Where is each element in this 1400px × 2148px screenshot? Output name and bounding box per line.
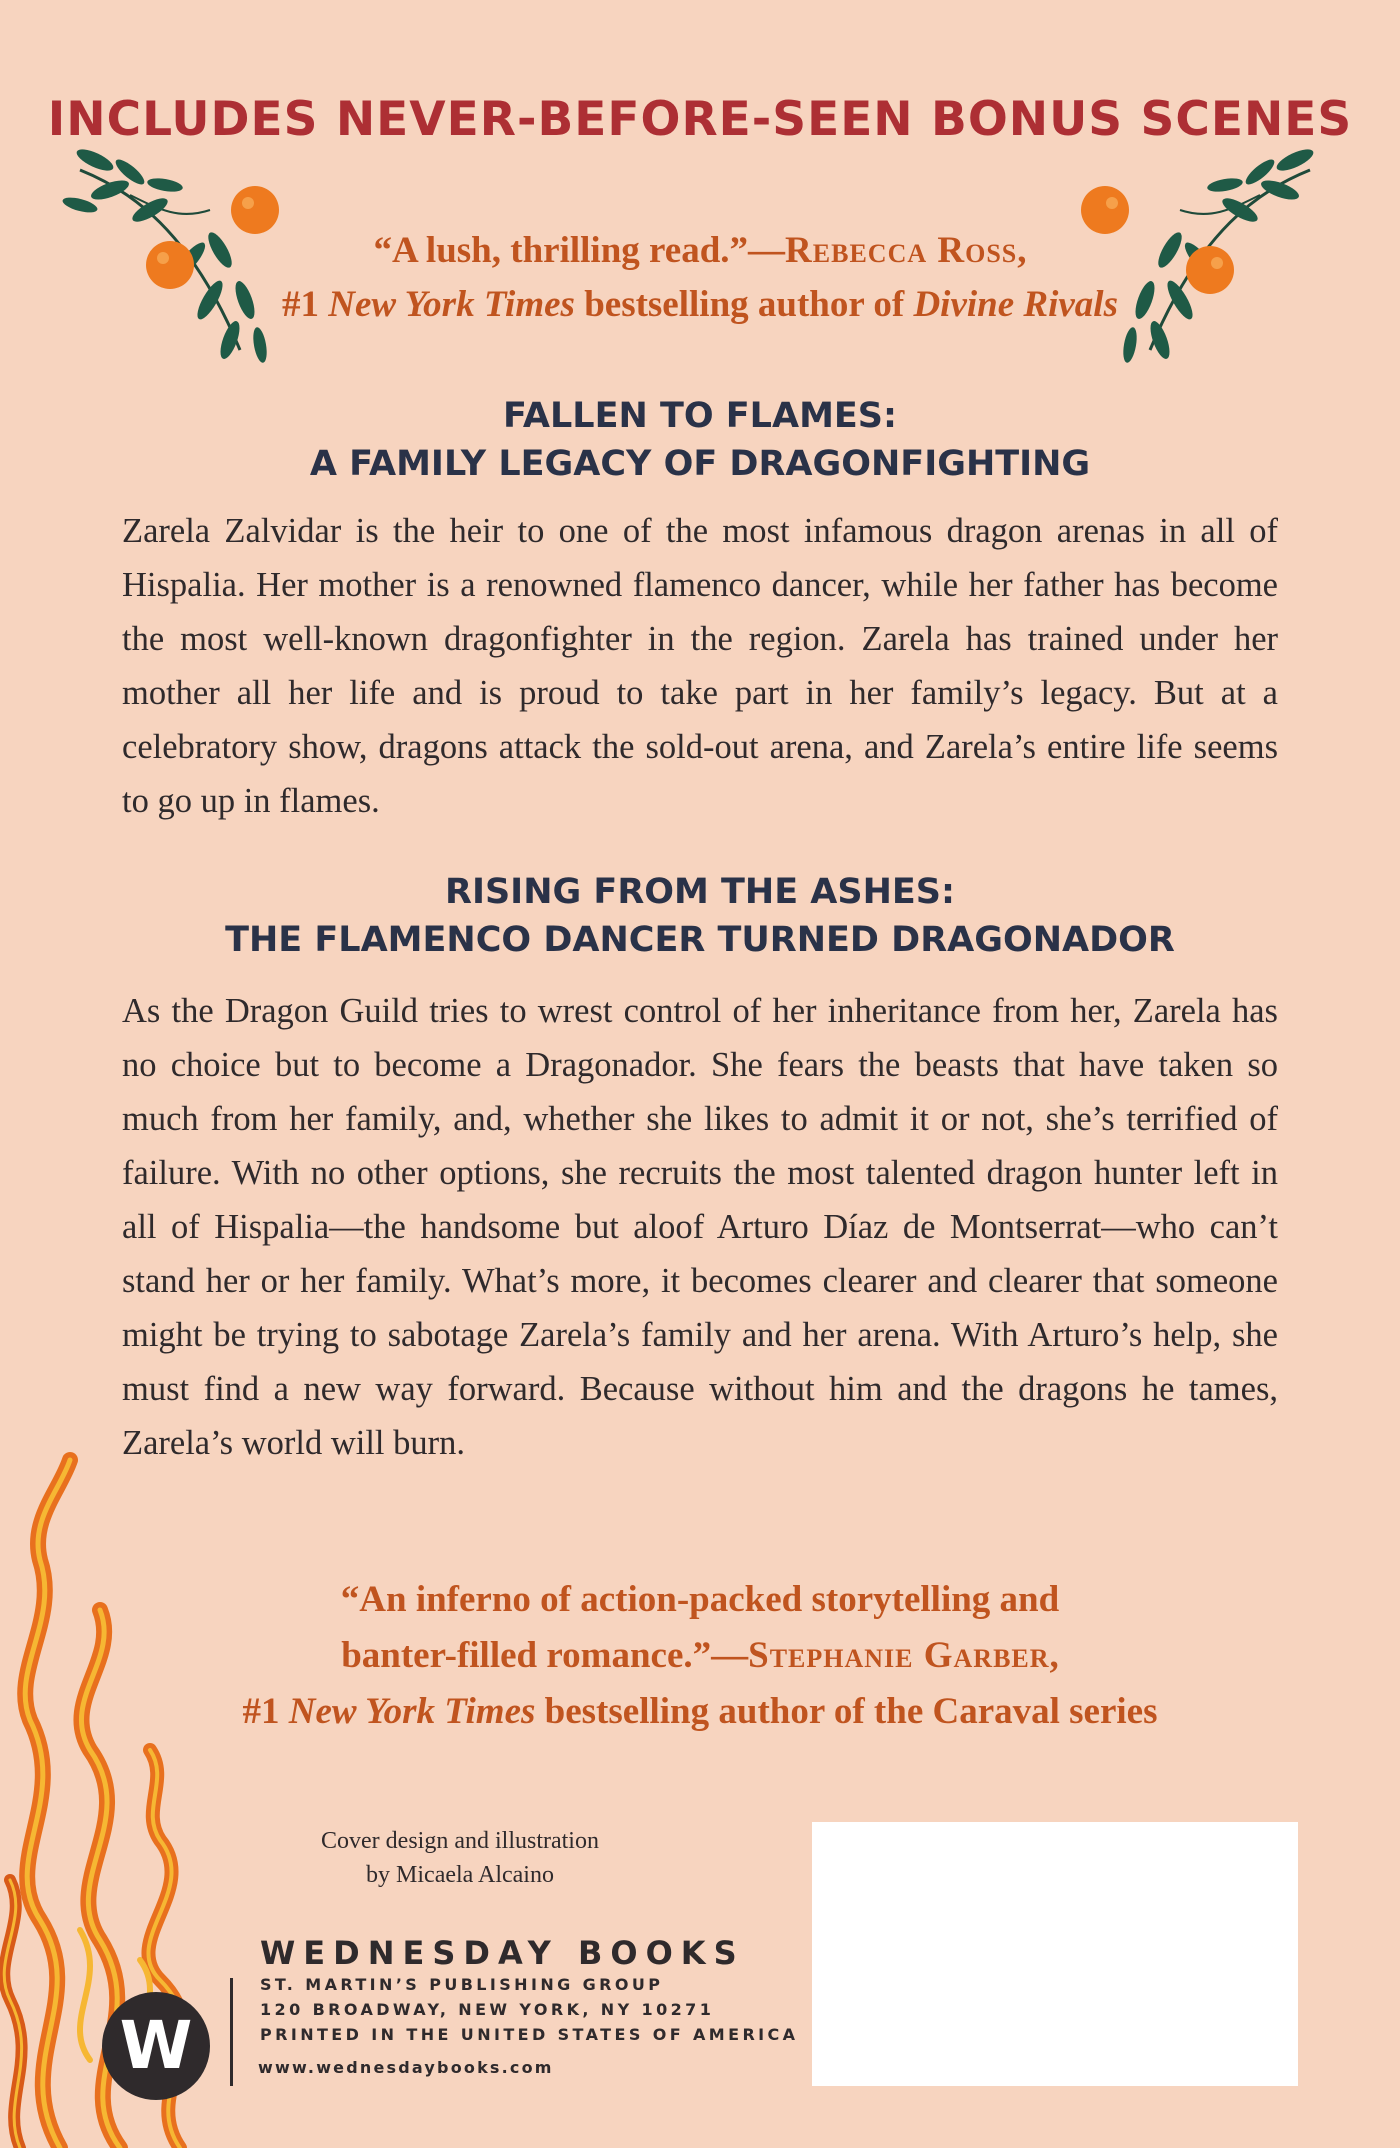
section-heading-fallen-to-flames: FALLEN TO FLAMES: A FAMILY LEGACY OF DRAGONFIGHTING: [309, 396, 1091, 484]
quote1-author: Rebecca Ross: [785, 230, 1018, 271]
publisher-name: WEDNESDAY BOOKS: [260, 1934, 745, 1972]
quote2-author: Stephanie Garber: [748, 1635, 1050, 1676]
synopsis-paragraph-1: Zarela Zalvidar is the heir to one of the most infamous dragon arenas in all of Hispalia. Her mother is a renowned flamenco dancer, while her father has become the most well-known dragonfighter in the region. Zarela has trained under her mother all her life and is proud to take part in her family’s legacy. But at a celebratory show, dragons attack the sold-out arena, and Zarela’s entire life seems to go up in flames.: [122, 512, 1278, 820]
quote1-text: “A lush, thrilling read.”: [373, 230, 749, 271]
quote1-publication: New York Times: [328, 284, 575, 325]
publisher-info: [260, 1934, 798, 2047]
publisher-divider: [230, 1978, 233, 2086]
section-heading-rising-from-ashes: RISING FROM THE ASHES: THE FLAMENCO DANCER TURNED DRAGONADOR: [225, 872, 1175, 960]
publisher-address: 120 BROADWAY, NEW YORK, NY 10271: [260, 2000, 715, 2019]
quote2-line2: banter-filled romance.”: [341, 1635, 712, 1676]
bonus-scenes-banner: INCLUDES NEVER-BEFORE-SEEN BONUS SCENES: [47, 92, 1353, 147]
endorsement-quote-rebecca-ross: “A lush, thrilling read.”—Rebecca Ross, #1 New York Times bestselling author of Divine Rivals: [282, 230, 1118, 325]
publisher-group: ST. MARTIN’S PUBLISHING GROUP: [260, 1975, 664, 1994]
quote1-book-title: Divine Rivals: [913, 284, 1118, 325]
barcode-area: [812, 1822, 1298, 2086]
synopsis-paragraph-2: As the Dragon Guild tries to wrest control of her inheritance from her, Zarela has no choice but to become a Dragonador. She fears the beasts that have taken so much from her family, and, whether she likes to admit it or not, she’s terrified of failure. With no other options, she recruits the most talented dragon hunter left in all of Hispalia—the handsome but aloof Arturo Díaz de Montserrat—who can’t stand her or her family. What’s more, it becomes clearer and clearer that someone might be trying to sabotage Zarela’s family and her arena. With Arturo’s help, she must find a new way forward. Because without him and the dragons he tames, Zarela’s world will burn.: [122, 992, 1278, 1462]
cover-design-credit: Cover design and illustration by Micaela Alcaino: [321, 1828, 599, 1888]
quote2-publication: New York Times: [288, 1691, 536, 1732]
svg-text:W: W: [119, 2007, 193, 2084]
publisher-printed: PRINTED IN THE UNITED STATES OF AMERICA: [260, 2025, 799, 2044]
endorsement-quote-stephanie-garber: “An inferno of action-packed storytelling and banter-filled romance.”—Stephanie Garber, #1 New York Times bestselling author of the Caraval series: [160, 1572, 1240, 1740]
quote2-line1: “An inferno of action-packed storytelling and: [340, 1579, 1060, 1620]
wednesday-books-logo-icon: [100, 1990, 212, 2102]
publisher-url: www.wednesdaybooks.com: [258, 2058, 554, 2077]
